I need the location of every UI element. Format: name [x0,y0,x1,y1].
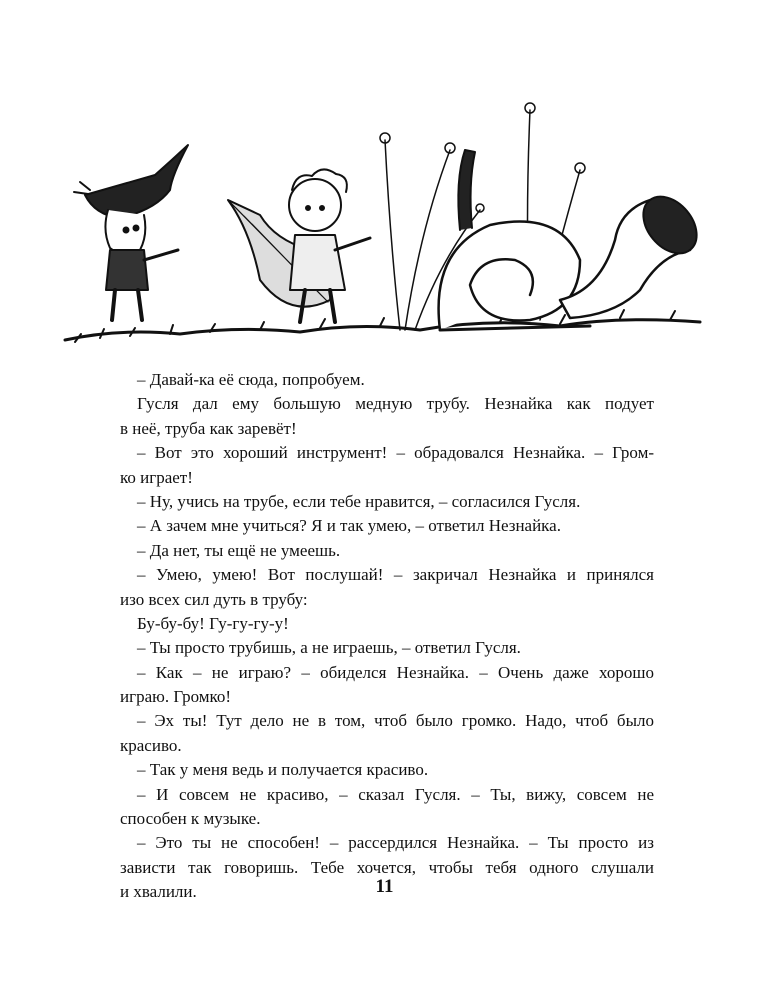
text-line: – Как – не играю? – обиделся Незнайка. – Очень даже хорошо [137,662,654,682]
text-line: – Это ты не способен! – рассердился Незнайка. – Ты просто из [137,833,654,853]
text-line: – Да нет, ты ещё не умеешь. [137,540,341,560]
ground-icon [65,310,700,342]
text-line: в неё, труба как заревёт! [120,418,297,438]
text-line: красиво. [120,735,182,755]
text-line: – Эх ты! Тут дело не в том, чтоб было громко. Надо, чтоб было [137,711,654,731]
text-line: Бу-бу-бу! Гу-гу-гу-у! [137,613,289,633]
story-text [120,368,654,905]
text-line: ко играет! [120,467,193,487]
illustration [60,90,710,360]
text-line: – Ну, учись на трубе, если тебе нравится, – согласился Гусля. [137,491,581,511]
text-line: – Ты просто трубишь, а не играешь, – ответил Гусля. [137,638,521,658]
text-line: – Вот это хороший инструмент! – обрадовался Незнайка. – Гром- [137,443,654,463]
text-line: Гусля дал ему большую медную трубу. Незнайка как подует [137,394,654,414]
text-line: зависти так говоришь. Тебе хочется, чтобы тебя одного слушали [120,857,654,877]
text-line: и хвалили. [120,882,197,902]
page-number: 11 [375,876,394,897]
text-line: – Так у меня ведь и получается красиво. [137,760,429,780]
text-line: изо всех сил дуть в трубу: [120,589,308,609]
text-line: играю. Громко! [120,687,232,707]
text-line: способен к музыке. [120,809,261,829]
gnome-hat-icon [74,145,188,320]
trumpet-icon [560,186,707,318]
text-line: – А зачем мне учиться? Я и так умею, – ответил Незнайка. [137,516,561,536]
text-line: – Умею, умею! Вот послушай! – закричал Незнайка и принялся [137,565,654,585]
text-line: – И совсем не красиво, – сказал Гусля. – Ты, вижу, совсем не [137,784,654,804]
text-line: – Давай-ка её сюда, попробуем. [137,370,365,389]
